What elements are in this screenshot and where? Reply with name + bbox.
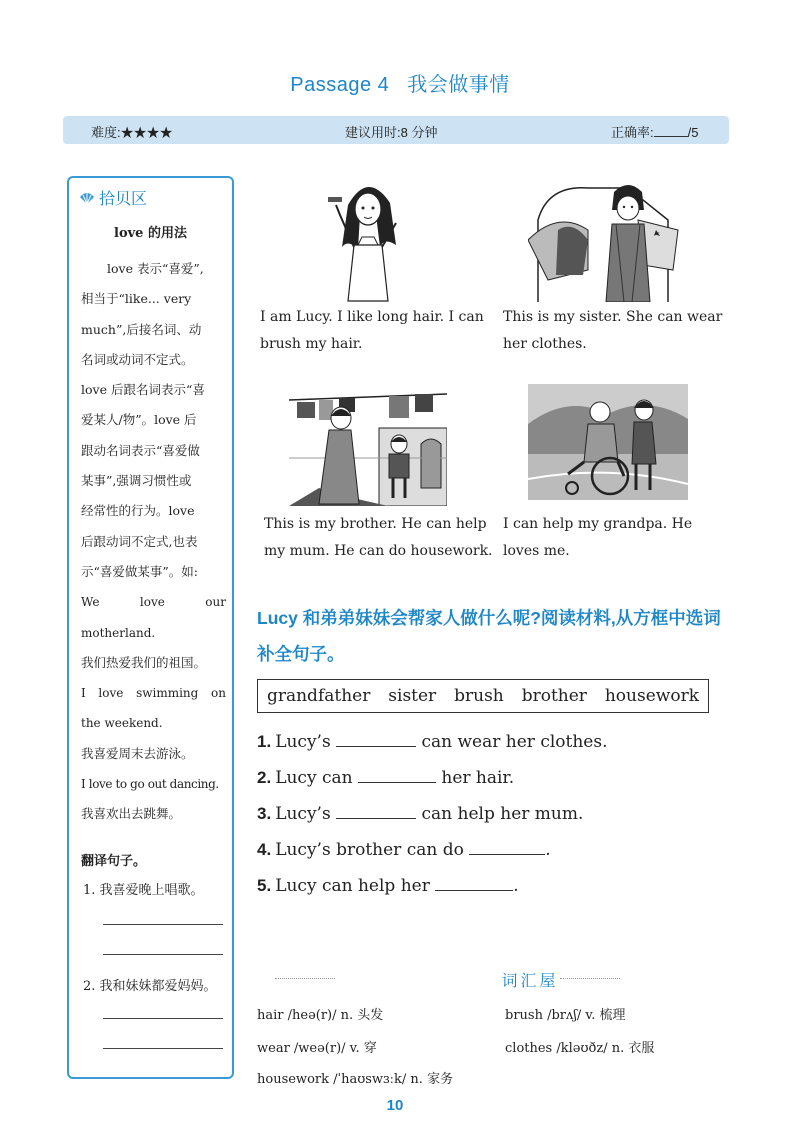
sidebar-example: I love swimming on <box>81 686 226 701</box>
sentence-2 <box>257 768 514 788</box>
word-bank-item: grandfather <box>266 686 371 706</box>
sentence-text: her hair. <box>441 768 515 788</box>
answer-line[interactable] <box>103 924 223 925</box>
question-prompt: Lucy 和弟弟妹妹会帮家人做什么呢?阅读材料,从方框中选词补全句子。 <box>257 608 721 664</box>
accuracy-blank[interactable] <box>654 124 688 137</box>
sidebar-line: 我喜爱周末去游泳。 <box>81 745 194 761</box>
sentence-number: 3. <box>257 804 272 823</box>
sidebar-line: love 后跟名词表示“喜 <box>81 382 205 398</box>
page-title <box>0 68 800 97</box>
translate-question-2: 2. 我和妹妹都爱妈妈。 <box>83 979 217 994</box>
answer-blank[interactable] <box>435 876 513 891</box>
answer-blank[interactable] <box>469 840 545 855</box>
sidebar-line: much”,后接名词、动 <box>81 321 202 337</box>
sidebar-subheading: love 的用法 <box>114 226 187 241</box>
shell-icon <box>79 191 95 205</box>
sidebar-line: 我们热爱我们的祖国。 <box>81 654 207 670</box>
sentence-3 <box>257 804 583 824</box>
difficulty: 难度:★★★★ <box>91 125 173 140</box>
vocab-item: clothes /kləʊðz/ n. 衣服 <box>505 1041 655 1056</box>
vocab-title: 词汇屋 <box>501 973 559 990</box>
sentence-text: Lucy can help her <box>275 876 430 896</box>
divider-dots <box>560 978 620 979</box>
passage-number: Passage 4 <box>290 74 390 96</box>
sentence-text: Lucy’s <box>275 732 331 752</box>
passage-title: 我会做事情 <box>407 74 510 96</box>
sidebar-line: love 表示“喜爱”, <box>107 261 204 276</box>
girl-brushing-hair-illustration <box>318 175 418 303</box>
sentence-5 <box>257 876 519 896</box>
vocab-item: brush /brʌʃ/ v. 梳理 <box>505 1008 626 1023</box>
sidebar-example: I love to go out dancing. <box>81 777 219 792</box>
sentence-text: Lucy’s <box>275 804 331 824</box>
sentence-text: Lucy can <box>275 768 353 788</box>
grandpa-wheelchair-illustration <box>528 384 688 500</box>
answer-line[interactable] <box>103 1048 223 1049</box>
caption-sister: This is my sister. She can wear her clothes. <box>503 309 723 352</box>
sentence-1 <box>257 732 608 752</box>
sidebar-example: the weekend. <box>81 716 163 731</box>
sidebar-heading-text: 拾贝区 <box>99 191 148 208</box>
sentence-text: can help her mum. <box>421 804 584 824</box>
sentence-text: . <box>513 876 519 896</box>
sidebar-heading <box>79 186 147 209</box>
answer-blank[interactable] <box>358 768 436 783</box>
accuracy <box>611 122 698 141</box>
sidebar-line: 名词或动词不定式。 <box>81 351 194 367</box>
caption-brother: This is my brother. He can help my mum. He can do housework. <box>264 516 493 559</box>
sentence-text: Lucy’s brother can do <box>275 840 464 860</box>
sidebar-line: 相当于“like... very <box>81 291 192 307</box>
sidebar-line: 爱某人/物”。love 后 <box>81 412 197 428</box>
suggested-time: 建议用时:8 分钟 <box>345 125 438 140</box>
caption-lucy: I am Lucy. I like long hair. I can brush my hair. <box>260 309 484 352</box>
sentence-4 <box>257 840 551 860</box>
sentence-number: 4. <box>257 840 272 859</box>
accuracy-total: /5 <box>687 125 699 140</box>
word-bank-item: brush <box>454 686 504 706</box>
sentence-number: 1. <box>257 732 272 751</box>
vocab-item: wear /weə(r)/ v. 穿 <box>257 1041 377 1056</box>
answer-line[interactable] <box>103 954 223 955</box>
sidebar-line: 某事”,强调习惯性或 <box>81 473 192 489</box>
word-bank-item: brother <box>521 686 587 706</box>
translate-question-1: 1. 我喜爱晚上唱歌。 <box>83 883 204 898</box>
word-bank-item: sister <box>388 686 437 706</box>
translate-heading: 翻译句子。 <box>81 853 147 868</box>
sister-clothes-illustration <box>528 180 688 302</box>
sentence-text: can wear her clothes. <box>421 732 608 752</box>
word-bank-item: housework <box>604 686 699 706</box>
word-bank <box>257 679 709 713</box>
sidebar-line: 后跟动词不定式,也表 <box>81 533 198 549</box>
sidebar-example: We love our motherland. <box>81 595 226 640</box>
sidebar-line: 经常性的行为。love <box>81 503 195 519</box>
info-bar <box>63 116 729 144</box>
sidebar-line: 跟动名词表示“喜爱做 <box>81 442 200 458</box>
brother-housework-illustration <box>289 388 447 506</box>
tips-sidebar <box>67 176 234 1079</box>
caption-grandpa: I can help my grandpa. He loves me. <box>503 516 693 559</box>
vocab-item: hair /heə(r)/ n. 头发 <box>257 1008 384 1023</box>
sidebar-body <box>81 254 226 830</box>
accuracy-label: 正确率: <box>611 125 654 140</box>
sentence-number: 2. <box>257 768 272 787</box>
answer-line[interactable] <box>103 1018 223 1019</box>
sidebar-line: 我喜欢出去跳舞。 <box>81 806 182 822</box>
sidebar-line: 示“喜爱做某事”。如: <box>81 563 198 579</box>
answer-blank[interactable] <box>336 732 416 747</box>
sentence-number: 5. <box>257 876 272 895</box>
vocab-item: housework /ˈhaʊswɜːk/ n. 家务 <box>257 1072 454 1087</box>
page-number: 10 <box>386 1097 404 1114</box>
sentence-text: . <box>545 840 551 860</box>
answer-blank[interactable] <box>336 804 416 819</box>
